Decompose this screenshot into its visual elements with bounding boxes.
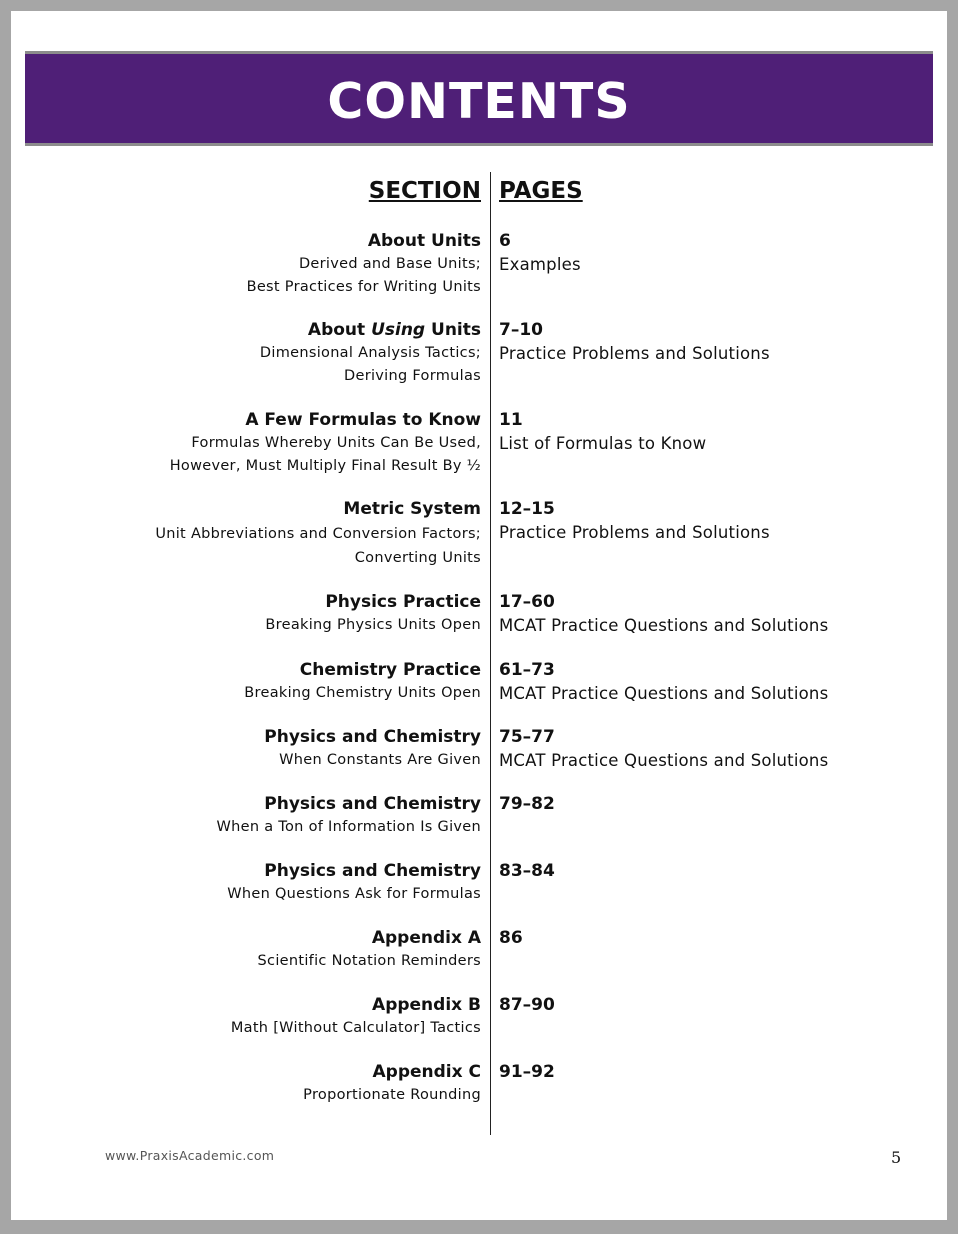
entry-subtitle: Deriving Formulas (344, 367, 481, 384)
entry-title: A Few Formulas to Know (245, 410, 481, 430)
entry-pages: 79–82 (499, 794, 555, 814)
entry-pages: 17–60 (499, 592, 555, 612)
entry-subtitle: Derived and Base Units; (298, 256, 481, 272)
entry-subtitle: When Questions Ask for Formulas (227, 886, 481, 902)
page-title: CONTENTS (327, 73, 631, 130)
entry-title: Appendix B (372, 995, 481, 1015)
entry-subtitle: Dimensional Analysis Tactics; (259, 345, 481, 361)
entry-title: Physics and Chemistry (264, 794, 481, 814)
entry-subtitle: Proportionate Rounding (303, 1087, 481, 1103)
entry-title: Appendix A (371, 928, 481, 948)
entry-title: Appendix C (372, 1062, 481, 1082)
column-divider (490, 172, 491, 1135)
entry-pages: 7–10 (499, 320, 543, 340)
contents-banner (25, 51, 933, 146)
entry-subtitle: Best Practices for Writing Units (246, 278, 481, 295)
entry-pages: 12–15 (499, 499, 555, 519)
entry-pages: 86 (499, 928, 523, 948)
page-number: 5 (891, 1148, 902, 1167)
entry-subtitle: Scientific Notation Reminders (257, 953, 481, 969)
entry-pages: 75–77 (499, 727, 555, 747)
entry-subtitle: Unit Abbreviations and Conversion Factors; (155, 526, 481, 542)
entry-title: About Using Units (307, 320, 481, 340)
entry-subtitle: When a Ton of Information Is Given (216, 819, 481, 835)
entry-title: Physics and Chemistry (264, 727, 481, 747)
entry-title: About Units (367, 231, 481, 251)
pages-column-header: PAGES (499, 178, 583, 204)
entry-subtitle: Breaking Physics Units Open (265, 617, 481, 633)
entry-pages: 87–90 (499, 995, 555, 1015)
entry-pages: 6 (499, 231, 511, 251)
entry-description: MCAT Practice Questions and Solutions (499, 751, 829, 770)
entry-description: MCAT Practice Questions and Solutions (499, 616, 829, 635)
section-column-header: SECTION (368, 178, 481, 204)
footer-website: www.PraxisAcademic.com (105, 1148, 275, 1163)
entry-description: MCAT Practice Questions and Solutions (499, 684, 829, 703)
entry-subtitle: Math [Without Calculator] Tactics (230, 1020, 481, 1036)
entry-subtitle: Formulas Whereby Units Can Be Used, (191, 435, 481, 451)
entry-subtitle: Converting Units (354, 549, 481, 566)
entry-description: Practice Problems and Solutions (499, 523, 770, 542)
entry-title: Chemistry Practice (299, 660, 481, 680)
entry-pages: 11 (499, 410, 523, 430)
entry-pages: 91–92 (499, 1062, 555, 1082)
entry-description: List of Formulas to Know (499, 434, 707, 453)
entry-subtitle: When Constants Are Given (279, 752, 481, 768)
entry-subtitle: Breaking Chemistry Units Open (244, 685, 481, 701)
entry-title: Metric System (343, 499, 481, 519)
entry-title: Physics Practice (325, 592, 481, 612)
document-page (11, 11, 947, 1220)
entry-pages: 61–73 (499, 660, 555, 680)
entry-pages: 83–84 (499, 861, 555, 881)
entry-title: Physics and Chemistry (264, 861, 481, 881)
entry-description: Practice Problems and Solutions (499, 344, 770, 363)
entry-subtitle: However, Must Multiply Final Result By ½ (169, 457, 481, 474)
entry-description: Examples (499, 255, 581, 274)
